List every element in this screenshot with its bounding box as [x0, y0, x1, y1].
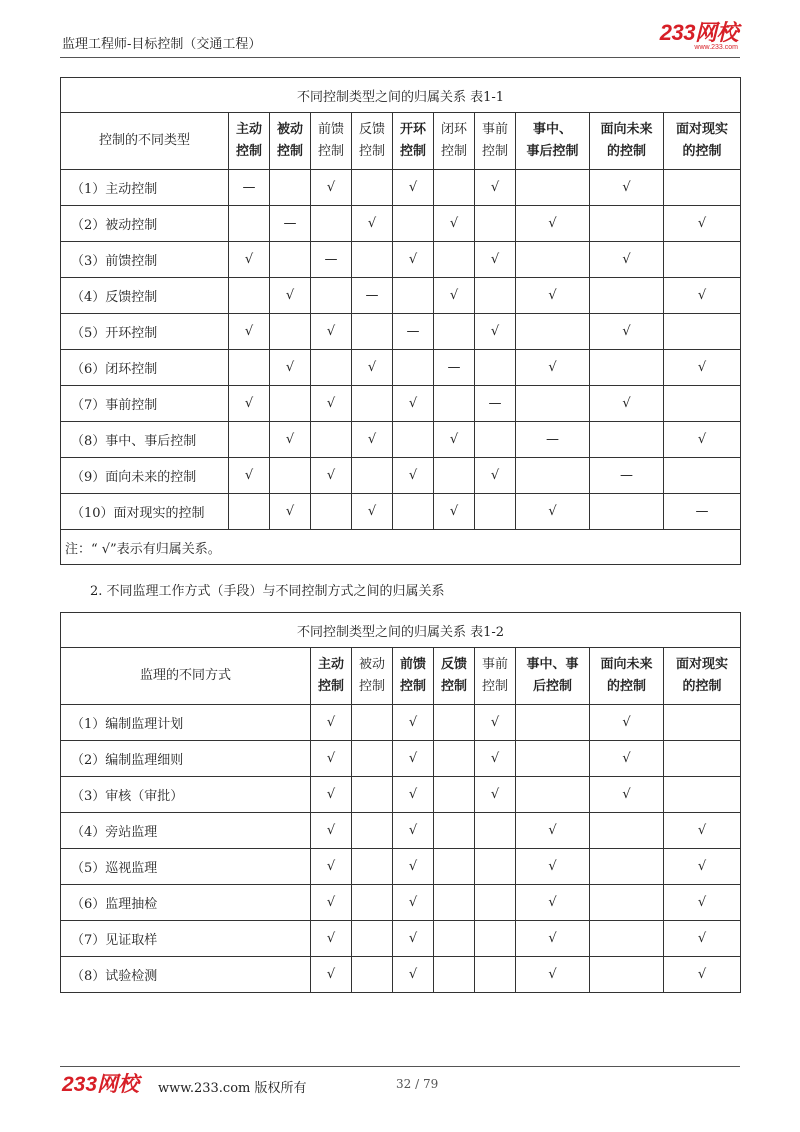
table-row: [61, 849, 741, 885]
empty-cell: [393, 278, 434, 314]
column-header-line: 控制: [358, 144, 385, 159]
check-mark-cell: √: [393, 242, 434, 278]
empty-cell: [664, 705, 741, 741]
empty-cell: [393, 494, 434, 530]
empty-cell: [516, 386, 590, 422]
check-mark-cell: √: [664, 849, 741, 885]
check-mark-cell: √: [393, 849, 434, 885]
table-1-2: [60, 612, 741, 993]
table2-column-header: [352, 648, 393, 705]
check-mark-cell: √: [434, 206, 475, 242]
empty-cell: [270, 170, 311, 206]
check-mark-cell: √: [229, 458, 270, 494]
check-mark-cell: √: [393, 705, 434, 741]
section-2-heading: 2. 不同监理工作方式（手段）与不同控制方式之间的归属关系: [90, 584, 445, 599]
table-row: [61, 206, 741, 242]
empty-cell: [475, 885, 516, 921]
check-mark-cell: √: [229, 314, 270, 350]
table-2-corner-header: 监理的不同方式: [61, 648, 311, 705]
empty-cell: [311, 350, 352, 386]
check-mark-cell: √: [516, 350, 590, 386]
dash-cell: —: [434, 350, 475, 386]
empty-cell: [434, 242, 475, 278]
empty-cell: [311, 494, 352, 530]
column-header-line: 控制: [481, 144, 508, 159]
column-header-line: 事中、事: [526, 657, 579, 672]
empty-cell: [393, 350, 434, 386]
empty-cell: [475, 849, 516, 885]
column-header-line: 开环: [399, 122, 426, 137]
table2-column-header: [664, 648, 741, 705]
table1-column-header: [311, 113, 352, 170]
row-label: （8）试验检测: [61, 957, 311, 993]
check-mark-cell: √: [664, 422, 741, 458]
dash-cell: —: [516, 422, 590, 458]
empty-cell: [229, 494, 270, 530]
empty-cell: [475, 921, 516, 957]
check-mark-cell: √: [393, 957, 434, 993]
empty-cell: [434, 885, 475, 921]
column-header-line: 面对现实: [676, 657, 729, 672]
check-mark-cell: √: [393, 813, 434, 849]
row-label: （4）反馈控制: [61, 278, 229, 314]
check-mark-cell: √: [393, 885, 434, 921]
empty-cell: [590, 957, 664, 993]
column-header-line: 控制: [317, 144, 344, 159]
column-header-line: 控制: [235, 144, 262, 159]
dash-cell: —: [393, 314, 434, 350]
empty-cell: [229, 206, 270, 242]
row-label: （7）见证取样: [61, 921, 311, 957]
column-header-line: 前馈: [317, 122, 344, 137]
check-mark-cell: √: [475, 314, 516, 350]
check-mark-cell: √: [311, 705, 352, 741]
column-header-line: 控制: [276, 144, 303, 159]
empty-cell: [664, 170, 741, 206]
header-divider: [60, 57, 740, 58]
check-mark-cell: √: [352, 494, 393, 530]
check-mark-cell: √: [311, 957, 352, 993]
table-row: [61, 705, 741, 741]
row-label: （3）审核（审批）: [61, 777, 311, 813]
table1-column-header: [664, 113, 741, 170]
check-mark-cell: √: [664, 206, 741, 242]
footer-copyright: www.233.com 版权所有: [158, 1081, 307, 1096]
empty-cell: [352, 777, 393, 813]
empty-cell: [516, 170, 590, 206]
column-header-line: 事中、: [532, 122, 572, 137]
check-mark-cell: √: [434, 422, 475, 458]
column-header-line: 闭环: [440, 122, 467, 137]
empty-cell: [229, 422, 270, 458]
empty-cell: [664, 242, 741, 278]
check-mark-cell: √: [270, 422, 311, 458]
column-header-line: 控制: [440, 144, 467, 159]
check-mark-cell: √: [664, 921, 741, 957]
check-mark-cell: √: [664, 278, 741, 314]
column-header-line: 的控制: [606, 679, 646, 694]
empty-cell: [311, 278, 352, 314]
check-mark-cell: √: [311, 885, 352, 921]
check-mark-cell: √: [311, 849, 352, 885]
empty-cell: [475, 494, 516, 530]
table2-column-header: [434, 648, 475, 705]
table2-column-header: [393, 648, 434, 705]
table2-column-header: [516, 648, 590, 705]
check-mark-cell: √: [393, 921, 434, 957]
row-label: （3）前馈控制: [61, 242, 229, 278]
empty-cell: [664, 386, 741, 422]
table-1-note: 注：“ √”表示有归属关系。: [61, 530, 741, 565]
empty-cell: [352, 741, 393, 777]
logo-url: www.233.com: [694, 44, 738, 51]
column-header-line: 被动: [276, 122, 303, 137]
column-header-line: 控制: [440, 679, 467, 694]
column-header-line: 控制: [399, 679, 426, 694]
check-mark-cell: √: [475, 741, 516, 777]
empty-cell: [475, 957, 516, 993]
check-mark-cell: √: [311, 921, 352, 957]
column-header-line: 的控制: [682, 144, 722, 159]
check-mark-cell: √: [516, 206, 590, 242]
row-label: （8）事中、事后控制: [61, 422, 229, 458]
empty-cell: [270, 242, 311, 278]
check-mark-cell: √: [393, 170, 434, 206]
empty-cell: [434, 170, 475, 206]
empty-cell: [352, 885, 393, 921]
check-mark-cell: √: [590, 741, 664, 777]
empty-cell: [475, 813, 516, 849]
column-header-line: 控制: [358, 679, 385, 694]
row-label: （9）面向未来的控制: [61, 458, 229, 494]
column-header-line: 主动: [317, 657, 344, 672]
row-label: （1）编制监理计划: [61, 705, 311, 741]
empty-cell: [352, 458, 393, 494]
check-mark-cell: √: [393, 458, 434, 494]
empty-cell: [434, 921, 475, 957]
check-mark-cell: √: [229, 242, 270, 278]
dash-cell: —: [270, 206, 311, 242]
table-row: [61, 777, 741, 813]
column-header-line: 的控制: [606, 144, 646, 159]
check-mark-cell: √: [311, 813, 352, 849]
row-label: （5）开环控制: [61, 314, 229, 350]
empty-cell: [590, 849, 664, 885]
dash-cell: —: [475, 386, 516, 422]
check-mark-cell: √: [311, 777, 352, 813]
empty-cell: [270, 458, 311, 494]
table-2-caption: 不同控制类型之间的归属关系 表1-2: [61, 613, 741, 648]
check-mark-cell: √: [516, 849, 590, 885]
empty-cell: [352, 849, 393, 885]
check-mark-cell: √: [590, 170, 664, 206]
check-mark-cell: √: [475, 170, 516, 206]
empty-cell: [434, 386, 475, 422]
empty-cell: [516, 705, 590, 741]
table-row: [61, 741, 741, 777]
empty-cell: [590, 494, 664, 530]
table-row: [61, 813, 741, 849]
dash-cell: —: [229, 170, 270, 206]
empty-cell: [664, 458, 741, 494]
check-mark-cell: √: [311, 458, 352, 494]
brand-logo[interactable]: [660, 22, 738, 52]
check-mark-cell: √: [352, 422, 393, 458]
empty-cell: [270, 314, 311, 350]
empty-cell: [590, 885, 664, 921]
table-row: [61, 885, 741, 921]
check-mark-cell: √: [664, 350, 741, 386]
empty-cell: [352, 386, 393, 422]
check-mark-cell: √: [516, 957, 590, 993]
check-mark-cell: √: [311, 314, 352, 350]
table1-column-header: [590, 113, 664, 170]
check-mark-cell: √: [229, 386, 270, 422]
dash-cell: —: [664, 494, 741, 530]
table-row: [61, 494, 741, 530]
check-mark-cell: √: [664, 957, 741, 993]
empty-cell: [664, 777, 741, 813]
column-header-line: 事后控制: [526, 144, 579, 159]
empty-cell: [590, 813, 664, 849]
column-header-line: 事前: [481, 122, 508, 137]
empty-cell: [311, 422, 352, 458]
table2-column-header: [590, 648, 664, 705]
table1-column-header: [352, 113, 393, 170]
dash-cell: —: [590, 458, 664, 494]
check-mark-cell: √: [590, 314, 664, 350]
empty-cell: [590, 422, 664, 458]
logo-text: 233网校: [659, 20, 738, 45]
empty-cell: [590, 350, 664, 386]
table-row: [61, 957, 741, 993]
check-mark-cell: √: [270, 494, 311, 530]
column-header-line: 控制: [317, 679, 344, 694]
empty-cell: [352, 314, 393, 350]
column-header-line: 被动: [358, 657, 385, 672]
table-row: [61, 314, 741, 350]
check-mark-cell: √: [516, 921, 590, 957]
table-row: [61, 921, 741, 957]
header-title: 监理工程师-目标控制（交通工程）: [62, 37, 262, 52]
table-row: [61, 242, 741, 278]
dash-cell: —: [311, 242, 352, 278]
dash-cell: —: [352, 278, 393, 314]
table1-column-header: [516, 113, 590, 170]
empty-cell: [516, 314, 590, 350]
check-mark-cell: √: [516, 494, 590, 530]
empty-cell: [434, 458, 475, 494]
empty-cell: [352, 957, 393, 993]
empty-cell: [516, 242, 590, 278]
check-mark-cell: √: [475, 242, 516, 278]
empty-cell: [434, 849, 475, 885]
column-header-line: 反馈: [358, 122, 385, 137]
empty-cell: [352, 170, 393, 206]
empty-cell: [352, 813, 393, 849]
row-label: （2）编制监理细则: [61, 741, 311, 777]
empty-cell: [516, 458, 590, 494]
column-header-line: 控制: [481, 679, 508, 694]
empty-cell: [664, 314, 741, 350]
table-row: [61, 458, 741, 494]
check-mark-cell: √: [475, 458, 516, 494]
column-header-line: 控制: [399, 144, 426, 159]
table-row: [61, 386, 741, 422]
empty-cell: [311, 206, 352, 242]
check-mark-cell: √: [393, 741, 434, 777]
table-1-caption: 不同控制类型之间的归属关系 表1-1: [61, 78, 741, 113]
check-mark-cell: √: [590, 705, 664, 741]
check-mark-cell: √: [270, 278, 311, 314]
empty-cell: [229, 350, 270, 386]
check-mark-cell: √: [590, 242, 664, 278]
table1-column-header: [270, 113, 311, 170]
check-mark-cell: √: [352, 206, 393, 242]
column-header-line: 面向未来: [600, 657, 653, 672]
check-mark-cell: √: [311, 386, 352, 422]
footer-divider: [60, 1066, 740, 1067]
empty-cell: [393, 206, 434, 242]
check-mark-cell: √: [393, 386, 434, 422]
check-mark-cell: √: [475, 705, 516, 741]
row-label: （7）事前控制: [61, 386, 229, 422]
column-header-line: 反馈: [440, 657, 467, 672]
check-mark-cell: √: [516, 813, 590, 849]
column-header-line: 后控制: [532, 679, 572, 694]
check-mark-cell: √: [516, 885, 590, 921]
empty-cell: [664, 741, 741, 777]
table-row: [61, 170, 741, 206]
column-header-line: 的控制: [682, 679, 722, 694]
check-mark-cell: √: [590, 777, 664, 813]
empty-cell: [270, 386, 311, 422]
row-label: （1）主动控制: [61, 170, 229, 206]
empty-cell: [229, 278, 270, 314]
table-row: [61, 350, 741, 386]
row-label: （10）面对现实的控制: [61, 494, 229, 530]
empty-cell: [475, 422, 516, 458]
row-label: （6）闭环控制: [61, 350, 229, 386]
table-row: [61, 422, 741, 458]
column-header-line: 前馈: [399, 657, 426, 672]
page-number: 32 / 79: [396, 1077, 439, 1091]
empty-cell: [475, 278, 516, 314]
empty-cell: [516, 741, 590, 777]
column-header-line: 主动: [235, 122, 262, 137]
empty-cell: [393, 422, 434, 458]
empty-cell: [475, 206, 516, 242]
empty-cell: [434, 777, 475, 813]
empty-cell: [516, 777, 590, 813]
empty-cell: [590, 921, 664, 957]
table1-column-header: [393, 113, 434, 170]
empty-cell: [590, 206, 664, 242]
footer-logo[interactable]: 233网校: [62, 1073, 140, 1096]
check-mark-cell: √: [590, 386, 664, 422]
check-mark-cell: √: [270, 350, 311, 386]
empty-cell: [352, 705, 393, 741]
check-mark-cell: √: [434, 278, 475, 314]
check-mark-cell: √: [393, 777, 434, 813]
table-1-corner-header: 控制的不同类型: [61, 113, 229, 170]
empty-cell: [434, 741, 475, 777]
check-mark-cell: √: [475, 777, 516, 813]
table1-column-header: [434, 113, 475, 170]
table-row: [61, 278, 741, 314]
empty-cell: [352, 242, 393, 278]
table1-column-header: [475, 113, 516, 170]
column-header-line: 事前: [481, 657, 508, 672]
column-header-line: 面对现实: [676, 122, 729, 137]
empty-cell: [352, 921, 393, 957]
empty-cell: [475, 350, 516, 386]
empty-cell: [434, 957, 475, 993]
row-label: （2）被动控制: [61, 206, 229, 242]
check-mark-cell: √: [664, 813, 741, 849]
table2-column-header: [475, 648, 516, 705]
table1-column-header: [229, 113, 270, 170]
check-mark-cell: √: [311, 170, 352, 206]
check-mark-cell: √: [434, 494, 475, 530]
check-mark-cell: √: [352, 350, 393, 386]
empty-cell: [434, 813, 475, 849]
empty-cell: [434, 705, 475, 741]
empty-cell: [434, 314, 475, 350]
column-header-line: 面向未来: [600, 122, 653, 137]
check-mark-cell: √: [516, 278, 590, 314]
row-label: （6）监理抽检: [61, 885, 311, 921]
row-label: （5）巡视监理: [61, 849, 311, 885]
empty-cell: [590, 278, 664, 314]
table-1-1: [60, 77, 741, 565]
check-mark-cell: √: [311, 741, 352, 777]
check-mark-cell: √: [664, 885, 741, 921]
row-label: （4）旁站监理: [61, 813, 311, 849]
table2-column-header: [311, 648, 352, 705]
